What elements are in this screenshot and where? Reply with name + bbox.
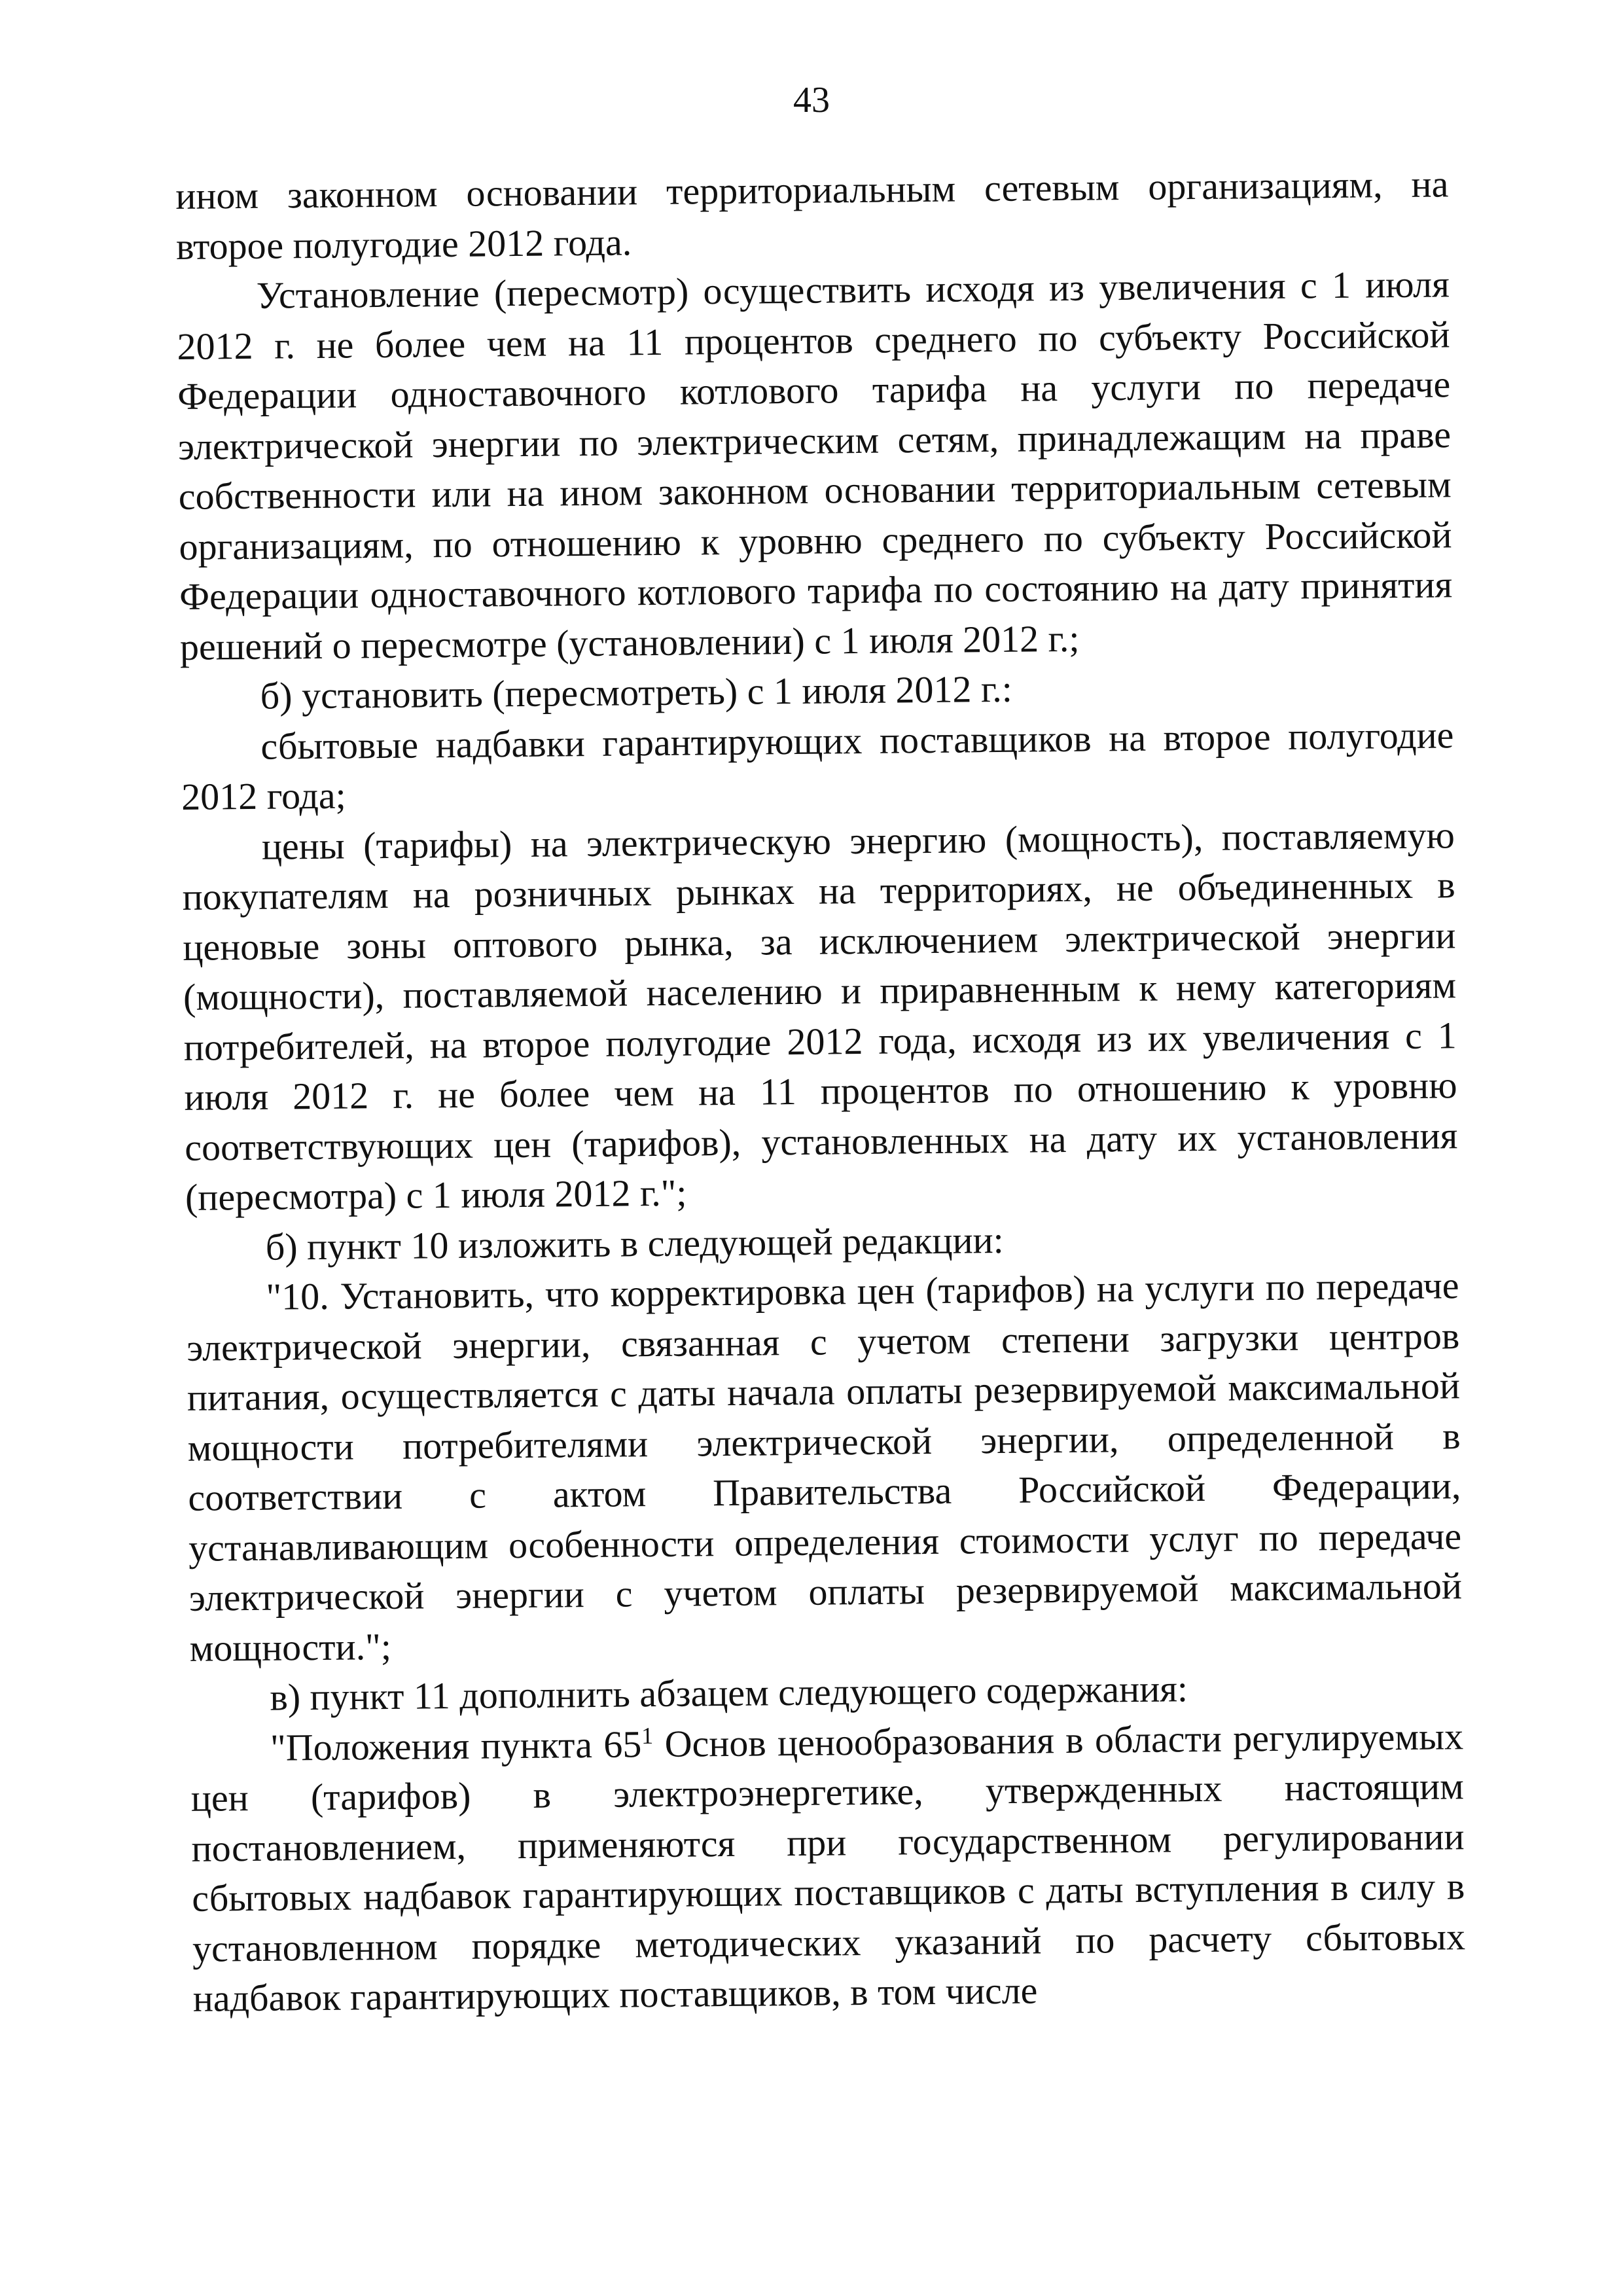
paragraph-retail-prices: цены (тарифы) на электрическую энергию (мощность), поставляемую покупателям на розничных рынках на территориях, не объединенных в ценовые зоны оптового рынка, за исключением электрической энергии (мощности), поставляемой населению и приравненным к нему категориям потребителей, на второе полугодие 2012 года, исходя из их увеличения с 1 июля 2012 г. не более чем на 11 процентов по отношению к уровню соответствующих цен (тарифов), установленных на дату их установления (пересмотра) с 1 июля 2012 г.";: [182, 813, 1458, 1219]
paragraph-item-b-establish: б) установить (пересмотреть) с 1 июля 2012 г.:: [260, 667, 1013, 717]
paragraph-text-after-sup: Основ ценообразования в области регулируемых цен (тарифов) в электроэнергетике, утвержденных настоящим постановлением, применяются при государственном регулировании сбытовых надбавок гарантирующих поставщиков с даты вступления в силу в установленном порядке методических указаний по расчету сбытовых надбавок гарантирующих поставщиков, в том числе: [190, 1714, 1466, 2020]
paragraph-point-11-text: [190, 1712, 1466, 2024]
superscript-1: 1: [641, 1722, 654, 1749]
paragraph-tariff-revision: Установление (пересмотр) осуществить исходя из увеличения с 1 июля 2012 г. не более чем на 11 процентов среднего по субъекту Российской Федерации одноставочного котлового тарифа на услуги по передаче электрической энергии по электрическим сетям, принадлежащим на праве собственности или на ином законном основании территориальным сетевым организациям, по отношению к уровню среднего по субъекту Российской Федерации одноставочного котлового тарифа по состоянию на дату принятия решений о пересмотре (установлении) с 1 июля 2012 г.;: [177, 262, 1453, 668]
document-body: [175, 159, 1466, 2024]
paragraph-text-before-sup: "Положения пункта 65: [270, 1722, 642, 1769]
page-number: 43: [793, 80, 830, 120]
paragraph-item-v-point-11: в) пункт 11 дополнить абзацем следующего содержания:: [270, 1667, 1188, 1719]
paragraph-point-10-text: "10. Установить, что корректировка цен (тарифов) на услуги по передаче электрической энергии, связанная с учетом степени загрузки центров питания, осуществляется с даты начала оплаты резервируемой максимальной мощности потребителями электрической энергии, определенной в соответствии с актом Правительства Российской Федерации, устанавливающим особенности определения стоимости услуг по передаче электрической энергии с учетом оплаты резервируемой максимальной мощности.";: [186, 1264, 1463, 1670]
paragraph-sales-markups: сбытовые надбавки гарантирующих поставщиков на второе полугодие 2012 года;: [181, 713, 1454, 818]
paragraph-item-b-point-10: б) пункт 10 изложить в следующей редакции:: [265, 1218, 1005, 1268]
paragraph-continuation: ином законном основании территориальным сетевым организациям, на второе полугодие 2012 года.: [175, 162, 1449, 268]
